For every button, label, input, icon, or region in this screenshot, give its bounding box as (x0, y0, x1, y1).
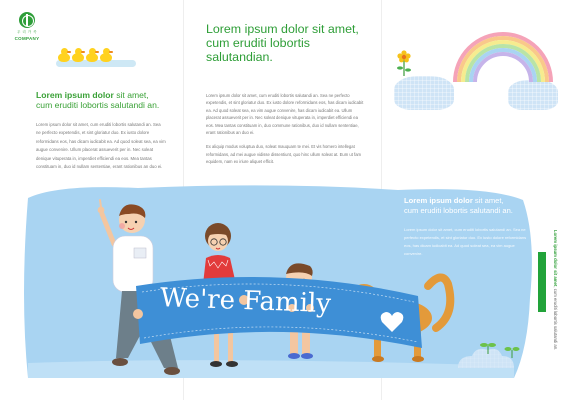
left-heading-line2: cum eruditi lobortis salutandi an. (36, 100, 160, 110)
green-tab (538, 252, 546, 312)
duck-icon (100, 48, 112, 62)
rainbow-icon (440, 20, 567, 90)
right-body-text: Lorem ipsum dolor sit amet, cum eruditi lobortis salutandi an. Sea ne perfecto expetendis, et sint gloriatur duo. Ex iusto dolore reformidans eos, has dicam iudicabit ea. Ad quod soleat sea, ea vim augue convenire. (404, 227, 527, 256)
duck-icon (58, 48, 70, 62)
banner-text: We're Family (159, 283, 332, 320)
globe-icon (19, 12, 35, 28)
spine-text-rest: , cum eruditi lobortis salutandi an. (553, 286, 558, 351)
flower-icon (394, 48, 414, 78)
left-heading (36, 90, 186, 110)
ducks-illustration (56, 46, 136, 70)
middle-body (206, 92, 366, 173)
left-body-text: Lorem ipsum dolor sit amet, cum eruditi lobortis salutandi an. Sea ne perfecto expetendis, et sint gloriatur duo. Ex iusto dolore reformidans eos, has dicam iudicabit ea. Ad quod soleat sea, ea vim augue convenire. Ullum placerat assueverit per in. Nec soleat denique vituperata in, imperdiet efficiendi ea eos. Mea tantas constituam in, duo id nullam sententiae, erant rationibus an duo ei. (36, 122, 166, 170)
right-heading (404, 196, 534, 215)
spine-text (553, 230, 558, 370)
logo-subtitle: 우 리 가 족 (17, 30, 37, 34)
middle-heading: Lorem ipsum dolor sit amet, cum eruditi lobortis salutandian. (206, 22, 359, 64)
left-heading-highlight: Lorem ipsum dolor (36, 90, 114, 100)
middle-body-paragraph: Lorem ipsum dolor sit amet, cum eruditi lobortis salutandi an. Sea ne perfecto expetendis, et sint gloriatur duo. Ex iusto dolore reformidans eos, has dicam iudicabit ea. Ad quod soleat sea, ea vim augue convenire, has dicam iudicabit ea. Ullum placerat assueverit per in. Nec soleat denique vituperata in, imperdiet efficiendi ea eos. Mea tantas constituam in, duo commune rationibus, duo id nullam sententiae, erant rationibus an duo ei. (206, 93, 364, 136)
right-heading-rest: sit amet, (472, 196, 504, 205)
company-logo (12, 12, 42, 41)
middle-body-paragraph: Ex aliquip modus voluptua duo, soleat mauquam te mei. Et vis homero intellegat reformidans, ad mei augue vidisse dissentiunt, quo hinc ullum soleat at. Eum ut fam equidem, nam ex iriure aliquet efficit. (206, 144, 362, 165)
duck-icon (72, 48, 84, 62)
left-heading-rest: sit amet, (113, 90, 149, 100)
logo-name: COMPANY (14, 36, 40, 41)
right-heading-line2: cum eruditi lobortis salutandi an. (404, 205, 513, 215)
duck-icon (86, 48, 98, 62)
right-heading-highlight: Lorem ipsum dolor (404, 196, 473, 205)
spine-text-highlight: Lorem ipsum dolor sit amet (553, 230, 558, 287)
